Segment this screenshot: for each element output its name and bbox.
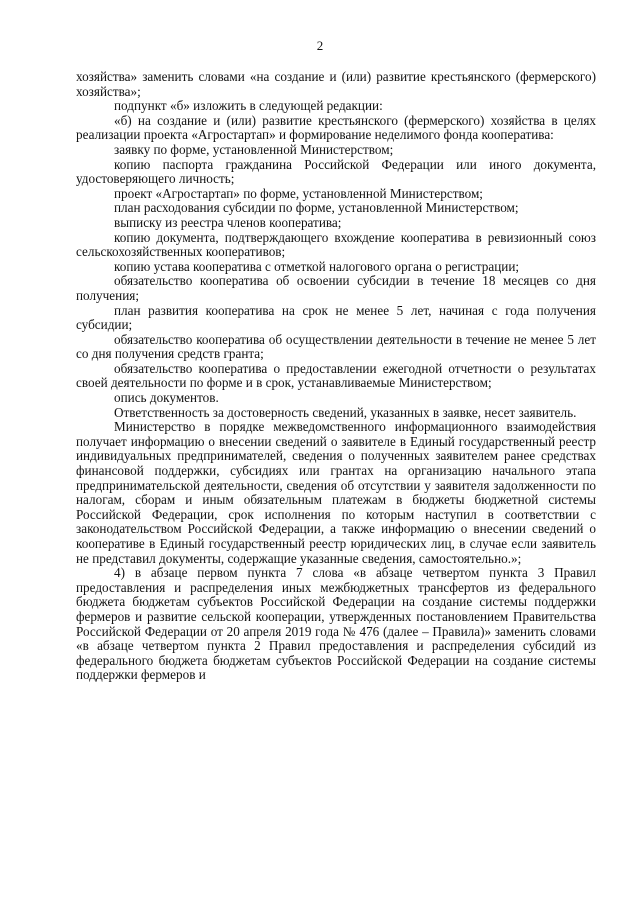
paragraph: 4) в абзаце первом пункта 7 слова «в абзаце четвертом пункта 3 Правил предоставления и распределения иных межбюджетных трансфертов из федерального бюджета бюджетам субъектов Российской Федерации на создание системы поддержки фермеров и развитие сельской кооперации, утвержденных постановлением Правительства Российской Федерации от 20 апреля 2019 года № 476 (далее – Правила)» заменить словами «в абзаце четвертом пункта 2 Правил предоставления и распределения субсидий из федерального бюджета бюджетам субъектов Российской Федерации на создание системы поддержки фермеров и xyxy=(76,565,596,683)
paragraph: «б) на создание и (или) развитие крестьянского (фермерского) хозяйства в целях реализации проекта «Агростартап» и формирование неделимого фонда кооператива: xyxy=(76,112,596,143)
document-body xyxy=(76,70,596,683)
paragraph: Министерство в порядке межведомственного информационного взаимодействия получает информацию о внесении сведений о заявителе в Единый государственный реестр индивидуальных предпринимателей, сведения о полученных заявителем ранее средствах финансовой поддержки, субсидиях или грантах на организацию начального этапа предпринимательской деятельности, сведения об отсутствии у заявителя задолженности по налогам, сборам и иным обязательным платежам в бюджеты бюджетной системы Российской Федерации, срок исполнения по которым наступил в соответствии с законодательством Российской Федерации, а также информацию о внесении сведений о кооперативе в Единый государственный реестр юридических лиц, в случае если заявитель не представил документы, содержащие указанные сведения, самостоятельно.»; xyxy=(76,419,596,566)
paragraph: копию документа, подтверждающего вхождение кооператива в ревизионный союз сельскохозяйственных кооперативов; xyxy=(76,229,596,260)
paragraph: хозяйства» заменить словами «на создание и (или) развитие крестьянского (фермерского) хозяйства»; xyxy=(76,69,596,99)
paragraph: обязательство кооператива об освоении субсидии в течение 18 месяцев со дня получения; xyxy=(76,273,596,303)
paragraph: копию паспорта гражданина Российской Федерации или иного документа, удостоверяющего личность; xyxy=(76,156,596,187)
paragraph: Ответственность за достоверность сведений, указанных в заявке, несет заявитель. xyxy=(114,404,577,420)
paragraph: копию устава кооператива с отметкой налогового органа о регистрации; xyxy=(114,258,520,274)
paragraph: заявку по форме, установленной Министерством; xyxy=(114,141,394,157)
paragraph: выписку из реестра членов кооператива; xyxy=(114,214,342,230)
paragraph: подпункт «б» изложить в следующей редакции: xyxy=(114,98,383,114)
paragraph: план развития кооператива на срок не менее 5 лет, начиная с года получения субсидии; xyxy=(76,302,596,333)
paragraph: проект «Агростартап» по форме, установленной Министерством; xyxy=(114,185,483,201)
paragraph: опись документов. xyxy=(114,390,219,406)
paragraph: план расходования субсидии по форме, установленной Министерством; xyxy=(114,200,519,216)
page-number: 2 xyxy=(316,38,324,53)
paragraph: обязательство кооператива об осуществлении деятельности в течение не менее 5 лет со дня получения средств гранта; xyxy=(76,331,596,362)
paragraph: обязательство кооператива о предоставлении ежегодной отчетности о результатах своей деятельности по форме и в срок, устанавливаемые Министерством; xyxy=(76,360,596,391)
